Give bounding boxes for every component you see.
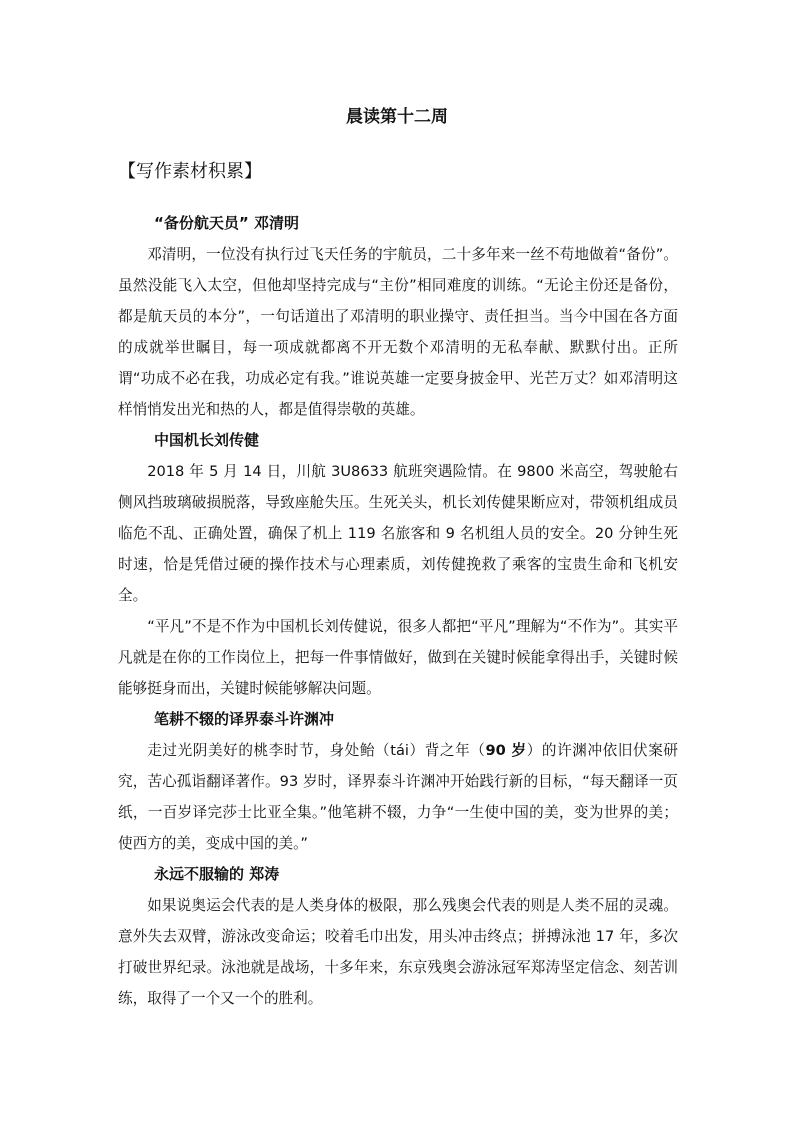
document-title: 晨读第十二周 <box>346 107 448 127</box>
item-title: “备份航天员” 邓清明 <box>154 214 299 232</box>
material-item-liu-chuanjian <box>118 425 678 704</box>
material-item-deng-qingming <box>118 208 678 425</box>
item-paragraph: 如果说奥运会代表的是人类身体的极限，那么残奥会代表的则是人类不屈的灵魂。意外失去双臂，游泳改变命运；咬着毛巾出发，用头冲击终点；拼搏泳池 17 年，多次打破世界纪录。泳池就是战场，十多年来，东京残奥会游泳冠军郑涛坚定信念、刻苦训练，取得了一个又一个的胜利。 <box>118 897 678 1007</box>
material-item-zheng-tao <box>118 859 678 1014</box>
section-heading: 【写作素材积累】 <box>118 161 262 182</box>
item-title: 笔耕不辍的译界泰斗许渊冲 <box>154 710 335 728</box>
paragraph-text: 走过光阴美好的桃李时节，身处鲐（tái）背之年（ <box>147 742 486 759</box>
item-title: 永远不服输的 郑涛 <box>154 865 280 883</box>
age-emphasis: 90 岁 <box>485 742 527 759</box>
document-body <box>118 208 678 1014</box>
material-item-xu-yuanchong <box>118 704 678 859</box>
item-paragraph: 邓清明，一位没有执行过飞天任务的宇航员，二十多年来一丝不苟地做着“备份”。虽然没能飞入太空，但他却坚持完成与“主份”相同难度的训练。“无论主份还是备份，都是航天员的本分”，一句话道出了邓清明的职业操守、责任担当。当今中国在各方面的成就举世瞩目，每一项成就都离不开无数个邓清明的无私奉献、默默付出。正所谓“功成不必在我，功成必定有我。”谁说英雄一定要身披金甲、光芒万丈？如邓清明这样悄悄发出光和热的人，都是值得崇敬的英雄。 <box>118 246 678 418</box>
paragraph-text: ）的许渊冲依旧伏案研究，苦心孤诣翻译著作。93 岁时，译界泰斗许渊冲开始践行新的目标，“每天翻译一页纸，一百岁译完莎士比亚全集。”他笔耕不辍，力争“一生使中国的美，变为世界的美；使西方的美，变成中国的美。” <box>118 742 678 852</box>
item-paragraph: 2018 年 5 月 14 日，川航 3U8633 航班突遇险情。在 9800 米高空，驾驶舱右侧风挡玻璃破损脱落，导致座舱失压。生死关头，机长刘传健果断应对，带领机组成员临危不乱、正确处置，确保了机上 119 名旅客和 9 名机组人员的安全。20 分钟生死时速，恰是凭借过硬的操作技术与心理素质，刘传健挽救了乘客的宝贵生命和飞机安全。 <box>118 463 678 604</box>
item-paragraph: “平凡”不是不作为中国机长刘传健说，很多人都把“平凡”理解为“不作为”。其实平凡就是在你的工作岗位上，把每一件事情做好，做到在关键时候能拿得出手，关键时候能够挺身而出，关键时候能够解决问题。 <box>118 618 678 697</box>
item-paragraph <box>118 735 678 859</box>
item-title: 中国机长刘传健 <box>154 431 260 449</box>
